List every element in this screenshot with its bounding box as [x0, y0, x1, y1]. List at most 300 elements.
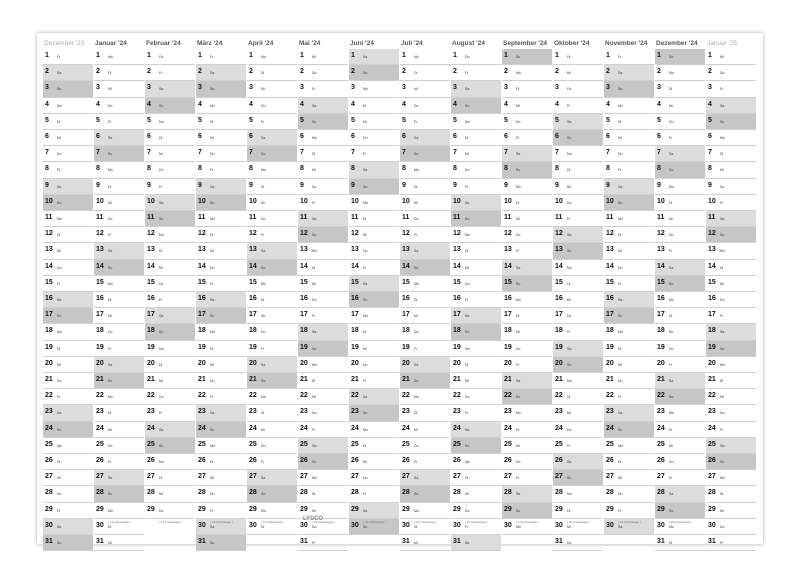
- day-cell[interactable]: [502, 211, 552, 227]
- day-cell[interactable]: [43, 486, 93, 502]
- day-cell[interactable]: [247, 146, 297, 162]
- day-cell[interactable]: [706, 195, 756, 211]
- day-cell[interactable]: [655, 146, 705, 162]
- day-cell[interactable]: [196, 227, 246, 243]
- day-cell[interactable]: [451, 179, 501, 195]
- day-cell[interactable]: [43, 114, 93, 130]
- day-cell[interactable]: [655, 308, 705, 324]
- day-cell[interactable]: [655, 357, 705, 373]
- day-cell[interactable]: [400, 114, 450, 130]
- day-cell[interactable]: [502, 98, 552, 114]
- day-cell[interactable]: [655, 49, 705, 65]
- day-cell[interactable]: [43, 438, 93, 454]
- day-cell[interactable]: [706, 211, 756, 227]
- day-cell[interactable]: [94, 454, 144, 470]
- day-cell[interactable]: [553, 308, 603, 324]
- day-cell[interactable]: [94, 49, 144, 65]
- day-cell[interactable]: [196, 260, 246, 276]
- day-cell[interactable]: [400, 438, 450, 454]
- day-cell[interactable]: [502, 470, 552, 486]
- day-cell[interactable]: [655, 422, 705, 438]
- day-cell[interactable]: [553, 81, 603, 97]
- day-cell[interactable]: [196, 49, 246, 65]
- day-cell[interactable]: [298, 454, 348, 470]
- day-cell[interactable]: [43, 341, 93, 357]
- day-cell[interactable]: [706, 341, 756, 357]
- day-cell[interactable]: [196, 470, 246, 486]
- day-cell[interactable]: [451, 243, 501, 259]
- day-cell[interactable]: [706, 438, 756, 454]
- day-cell[interactable]: [349, 373, 399, 389]
- day-cell[interactable]: [502, 422, 552, 438]
- day-cell[interactable]: [655, 486, 705, 502]
- day-cell[interactable]: [604, 470, 654, 486]
- day-cell[interactable]: [349, 470, 399, 486]
- day-cell[interactable]: [247, 130, 297, 146]
- day-cell[interactable]: [298, 81, 348, 97]
- day-cell[interactable]: [655, 130, 705, 146]
- day-cell[interactable]: [451, 405, 501, 421]
- day-cell[interactable]: [349, 357, 399, 373]
- day-cell[interactable]: [706, 308, 756, 324]
- day-cell[interactable]: [604, 357, 654, 373]
- day-cell[interactable]: [94, 324, 144, 340]
- day-cell[interactable]: [94, 146, 144, 162]
- day-cell[interactable]: [196, 195, 246, 211]
- day-cell[interactable]: [400, 260, 450, 276]
- day-cell[interactable]: [247, 324, 297, 340]
- day-cell[interactable]: [43, 389, 93, 405]
- day-cell[interactable]: [604, 341, 654, 357]
- day-cell[interactable]: [298, 308, 348, 324]
- day-cell[interactable]: [349, 114, 399, 130]
- day-cell[interactable]: [94, 65, 144, 81]
- day-cell[interactable]: [298, 195, 348, 211]
- day-cell[interactable]: [451, 146, 501, 162]
- day-cell[interactable]: [604, 438, 654, 454]
- day-cell[interactable]: [196, 486, 246, 502]
- day-cell[interactable]: [349, 324, 399, 340]
- day-cell[interactable]: [94, 308, 144, 324]
- day-cell[interactable]: [43, 146, 93, 162]
- day-cell[interactable]: [145, 405, 195, 421]
- day-cell[interactable]: [43, 324, 93, 340]
- day-cell[interactable]: [145, 324, 195, 340]
- day-cell[interactable]: [43, 405, 93, 421]
- day-cell[interactable]: [655, 389, 705, 405]
- day-cell[interactable]: [553, 373, 603, 389]
- day-cell[interactable]: [247, 65, 297, 81]
- day-cell[interactable]: [43, 308, 93, 324]
- day-cell[interactable]: [655, 324, 705, 340]
- day-cell[interactable]: [604, 389, 654, 405]
- day-cell[interactable]: [349, 65, 399, 81]
- day-cell[interactable]: [349, 486, 399, 502]
- day-cell[interactable]: [145, 114, 195, 130]
- day-cell[interactable]: [451, 373, 501, 389]
- day-cell[interactable]: [298, 422, 348, 438]
- day-cell[interactable]: [451, 422, 501, 438]
- day-cell[interactable]: [604, 503, 654, 519]
- day-cell[interactable]: [400, 405, 450, 421]
- day-cell[interactable]: [145, 486, 195, 502]
- day-cell[interactable]: [349, 243, 399, 259]
- day-cell[interactable]: [145, 65, 195, 81]
- day-cell[interactable]: [349, 341, 399, 357]
- day-cell[interactable]: [196, 162, 246, 178]
- day-cell[interactable]: [706, 81, 756, 97]
- day-cell[interactable]: [145, 389, 195, 405]
- day-cell[interactable]: [43, 179, 93, 195]
- day-cell[interactable]: [655, 438, 705, 454]
- day-cell[interactable]: [706, 260, 756, 276]
- day-cell[interactable]: [604, 65, 654, 81]
- day-cell[interactable]: [43, 162, 93, 178]
- day-cell[interactable]: [502, 389, 552, 405]
- day-cell[interactable]: [706, 422, 756, 438]
- day-cell[interactable]: [706, 503, 756, 519]
- day-cell[interactable]: [196, 211, 246, 227]
- day-cell[interactable]: [94, 357, 144, 373]
- day-cell[interactable]: [553, 65, 603, 81]
- day-cell[interactable]: [43, 454, 93, 470]
- day-cell[interactable]: [247, 292, 297, 308]
- day-cell[interactable]: [553, 341, 603, 357]
- day-cell[interactable]: [298, 389, 348, 405]
- day-cell[interactable]: [400, 535, 450, 551]
- day-cell[interactable]: [502, 81, 552, 97]
- day-cell[interactable]: [553, 535, 603, 551]
- day-cell[interactable]: [196, 81, 246, 97]
- day-cell[interactable]: [94, 211, 144, 227]
- day-cell[interactable]: [196, 65, 246, 81]
- day-cell[interactable]: [502, 65, 552, 81]
- day-cell[interactable]: [502, 260, 552, 276]
- day-cell[interactable]: [553, 211, 603, 227]
- day-cell[interactable]: [451, 227, 501, 243]
- day-cell[interactable]: [298, 357, 348, 373]
- day-cell[interactable]: [400, 81, 450, 97]
- day-cell[interactable]: [298, 179, 348, 195]
- day-cell[interactable]: [349, 81, 399, 97]
- day-cell[interactable]: [655, 470, 705, 486]
- day-cell[interactable]: [553, 292, 603, 308]
- day-cell[interactable]: [298, 260, 348, 276]
- day-cell[interactable]: [298, 486, 348, 502]
- day-cell[interactable]: [400, 341, 450, 357]
- day-cell[interactable]: [247, 98, 297, 114]
- day-cell[interactable]: [451, 454, 501, 470]
- day-cell[interactable]: [400, 292, 450, 308]
- day-cell[interactable]: [655, 114, 705, 130]
- day-cell[interactable]: [502, 179, 552, 195]
- day-cell[interactable]: [94, 260, 144, 276]
- day-cell[interactable]: [298, 341, 348, 357]
- day-cell[interactable]: [553, 98, 603, 114]
- day-cell[interactable]: [604, 276, 654, 292]
- day-cell[interactable]: [604, 81, 654, 97]
- day-cell[interactable]: [502, 292, 552, 308]
- day-cell[interactable]: [196, 373, 246, 389]
- day-cell[interactable]: [400, 454, 450, 470]
- day-cell[interactable]: [145, 438, 195, 454]
- day-cell[interactable]: [196, 438, 246, 454]
- day-cell[interactable]: [553, 162, 603, 178]
- day-cell[interactable]: [298, 405, 348, 421]
- day-cell[interactable]: [196, 454, 246, 470]
- day-cell[interactable]: [706, 146, 756, 162]
- day-cell[interactable]: [604, 98, 654, 114]
- day-cell[interactable]: [451, 114, 501, 130]
- day-cell[interactable]: [655, 535, 705, 551]
- day-cell[interactable]: [502, 324, 552, 340]
- day-cell[interactable]: [298, 146, 348, 162]
- day-cell[interactable]: [298, 535, 348, 551]
- day-cell[interactable]: [298, 211, 348, 227]
- day-cell[interactable]: [247, 162, 297, 178]
- day-cell[interactable]: [553, 357, 603, 373]
- day-cell[interactable]: [247, 486, 297, 502]
- day-cell[interactable]: [553, 276, 603, 292]
- day-cell[interactable]: [196, 179, 246, 195]
- day-cell[interactable]: [298, 324, 348, 340]
- day-cell[interactable]: [502, 503, 552, 519]
- day-cell[interactable]: [94, 373, 144, 389]
- day-cell[interactable]: [655, 292, 705, 308]
- day-cell[interactable]: [247, 243, 297, 259]
- day-cell[interactable]: [247, 49, 297, 65]
- day-cell[interactable]: [655, 341, 705, 357]
- day-cell[interactable]: [43, 276, 93, 292]
- day-cell[interactable]: [145, 211, 195, 227]
- day-cell[interactable]: [298, 162, 348, 178]
- day-cell[interactable]: [349, 503, 399, 519]
- day-cell[interactable]: [196, 243, 246, 259]
- day-cell[interactable]: [706, 98, 756, 114]
- day-cell[interactable]: [94, 81, 144, 97]
- day-cell[interactable]: [43, 373, 93, 389]
- day-cell[interactable]: [43, 65, 93, 81]
- day-cell[interactable]: [451, 486, 501, 502]
- day-cell[interactable]: [604, 454, 654, 470]
- day-cell[interactable]: [43, 49, 93, 65]
- day-cell[interactable]: [247, 357, 297, 373]
- day-cell[interactable]: [298, 438, 348, 454]
- day-cell[interactable]: [655, 276, 705, 292]
- day-cell[interactable]: [298, 130, 348, 146]
- day-cell[interactable]: [655, 195, 705, 211]
- day-cell[interactable]: [145, 341, 195, 357]
- day-cell[interactable]: [94, 114, 144, 130]
- day-cell[interactable]: [604, 179, 654, 195]
- day-cell[interactable]: [349, 389, 399, 405]
- day-cell[interactable]: [43, 211, 93, 227]
- day-cell[interactable]: [502, 341, 552, 357]
- day-cell[interactable]: [451, 503, 501, 519]
- day-cell[interactable]: [247, 276, 297, 292]
- day-cell[interactable]: [196, 503, 246, 519]
- day-cell[interactable]: [196, 130, 246, 146]
- day-cell[interactable]: [400, 486, 450, 502]
- day-cell[interactable]: [349, 195, 399, 211]
- day-cell[interactable]: [247, 81, 297, 97]
- day-cell[interactable]: [298, 98, 348, 114]
- day-cell[interactable]: [706, 357, 756, 373]
- day-cell[interactable]: [196, 357, 246, 373]
- day-cell[interactable]: [298, 65, 348, 81]
- day-cell[interactable]: [400, 373, 450, 389]
- day-cell[interactable]: [451, 535, 501, 551]
- day-cell[interactable]: [655, 454, 705, 470]
- day-cell[interactable]: [502, 276, 552, 292]
- day-cell[interactable]: [247, 454, 297, 470]
- day-cell[interactable]: [706, 324, 756, 340]
- day-cell[interactable]: [400, 162, 450, 178]
- day-cell[interactable]: [43, 98, 93, 114]
- day-cell[interactable]: [94, 162, 144, 178]
- day-cell[interactable]: [298, 292, 348, 308]
- day-cell[interactable]: [298, 49, 348, 65]
- day-cell[interactable]: [604, 114, 654, 130]
- day-cell[interactable]: [451, 98, 501, 114]
- day-cell[interactable]: [400, 389, 450, 405]
- day-cell[interactable]: [94, 227, 144, 243]
- day-cell[interactable]: [400, 179, 450, 195]
- day-cell[interactable]: [94, 503, 144, 519]
- day-cell[interactable]: [145, 422, 195, 438]
- day-cell[interactable]: [655, 162, 705, 178]
- day-cell[interactable]: [604, 324, 654, 340]
- day-cell[interactable]: [94, 179, 144, 195]
- day-cell[interactable]: [247, 195, 297, 211]
- day-cell[interactable]: [94, 486, 144, 502]
- day-cell[interactable]: [247, 308, 297, 324]
- day-cell[interactable]: [247, 405, 297, 421]
- day-cell[interactable]: [349, 162, 399, 178]
- day-cell[interactable]: [604, 308, 654, 324]
- day-cell[interactable]: [400, 276, 450, 292]
- day-cell[interactable]: [553, 324, 603, 340]
- day-cell[interactable]: [196, 292, 246, 308]
- day-cell[interactable]: [94, 341, 144, 357]
- day-cell[interactable]: [502, 114, 552, 130]
- day-cell[interactable]: [145, 308, 195, 324]
- day-cell[interactable]: [43, 357, 93, 373]
- day-cell[interactable]: [94, 470, 144, 486]
- day-cell[interactable]: [502, 357, 552, 373]
- day-cell[interactable]: [400, 470, 450, 486]
- day-cell[interactable]: [247, 438, 297, 454]
- day-cell[interactable]: [43, 535, 93, 551]
- day-cell[interactable]: [706, 162, 756, 178]
- day-cell[interactable]: [400, 243, 450, 259]
- day-cell[interactable]: [400, 324, 450, 340]
- day-cell[interactable]: [196, 341, 246, 357]
- day-cell[interactable]: [145, 81, 195, 97]
- day-cell[interactable]: [553, 195, 603, 211]
- day-cell[interactable]: [604, 243, 654, 259]
- day-cell[interactable]: [145, 130, 195, 146]
- day-cell[interactable]: [655, 243, 705, 259]
- day-cell[interactable]: [400, 98, 450, 114]
- day-cell[interactable]: [196, 98, 246, 114]
- day-cell[interactable]: [655, 211, 705, 227]
- day-cell[interactable]: [298, 227, 348, 243]
- day-cell[interactable]: [196, 535, 246, 551]
- day-cell[interactable]: [502, 227, 552, 243]
- day-cell[interactable]: [196, 389, 246, 405]
- day-cell[interactable]: [655, 179, 705, 195]
- day-cell[interactable]: [502, 373, 552, 389]
- day-cell[interactable]: [706, 486, 756, 502]
- day-cell[interactable]: [43, 195, 93, 211]
- day-cell[interactable]: [400, 503, 450, 519]
- day-cell[interactable]: [145, 179, 195, 195]
- day-cell[interactable]: [706, 243, 756, 259]
- day-cell[interactable]: [400, 308, 450, 324]
- day-cell[interactable]: [553, 422, 603, 438]
- day-cell[interactable]: [145, 292, 195, 308]
- day-cell[interactable]: [145, 243, 195, 259]
- day-cell[interactable]: [655, 65, 705, 81]
- day-cell[interactable]: [706, 130, 756, 146]
- day-cell[interactable]: [553, 405, 603, 421]
- day-cell[interactable]: [196, 324, 246, 340]
- day-cell[interactable]: [145, 503, 195, 519]
- day-cell[interactable]: [298, 114, 348, 130]
- day-cell[interactable]: [553, 146, 603, 162]
- day-cell[interactable]: [604, 260, 654, 276]
- day-cell[interactable]: [247, 211, 297, 227]
- day-cell[interactable]: [655, 81, 705, 97]
- day-cell[interactable]: [247, 422, 297, 438]
- day-cell[interactable]: [400, 146, 450, 162]
- day-cell[interactable]: [553, 486, 603, 502]
- day-cell[interactable]: [349, 211, 399, 227]
- day-cell[interactable]: [349, 422, 399, 438]
- day-cell[interactable]: [145, 357, 195, 373]
- day-cell[interactable]: [145, 373, 195, 389]
- day-cell[interactable]: [400, 357, 450, 373]
- day-cell[interactable]: [451, 276, 501, 292]
- day-cell[interactable]: [451, 357, 501, 373]
- day-cell[interactable]: [553, 130, 603, 146]
- day-cell[interactable]: [604, 405, 654, 421]
- day-cell[interactable]: [349, 292, 399, 308]
- day-cell[interactable]: [196, 114, 246, 130]
- day-cell[interactable]: [604, 146, 654, 162]
- day-cell[interactable]: [247, 179, 297, 195]
- day-cell[interactable]: [451, 308, 501, 324]
- day-cell[interactable]: [247, 503, 297, 519]
- day-cell[interactable]: [451, 341, 501, 357]
- day-cell[interactable]: [553, 227, 603, 243]
- day-cell[interactable]: [655, 227, 705, 243]
- day-cell[interactable]: [349, 49, 399, 65]
- day-cell[interactable]: [604, 486, 654, 502]
- day-cell[interactable]: [298, 276, 348, 292]
- day-cell[interactable]: [502, 405, 552, 421]
- day-cell[interactable]: [502, 486, 552, 502]
- day-cell[interactable]: [706, 65, 756, 81]
- day-cell[interactable]: [247, 260, 297, 276]
- day-cell[interactable]: [349, 405, 399, 421]
- day-cell[interactable]: [553, 454, 603, 470]
- day-cell[interactable]: [298, 373, 348, 389]
- day-cell[interactable]: [655, 98, 705, 114]
- day-cell[interactable]: [604, 49, 654, 65]
- day-cell[interactable]: [43, 422, 93, 438]
